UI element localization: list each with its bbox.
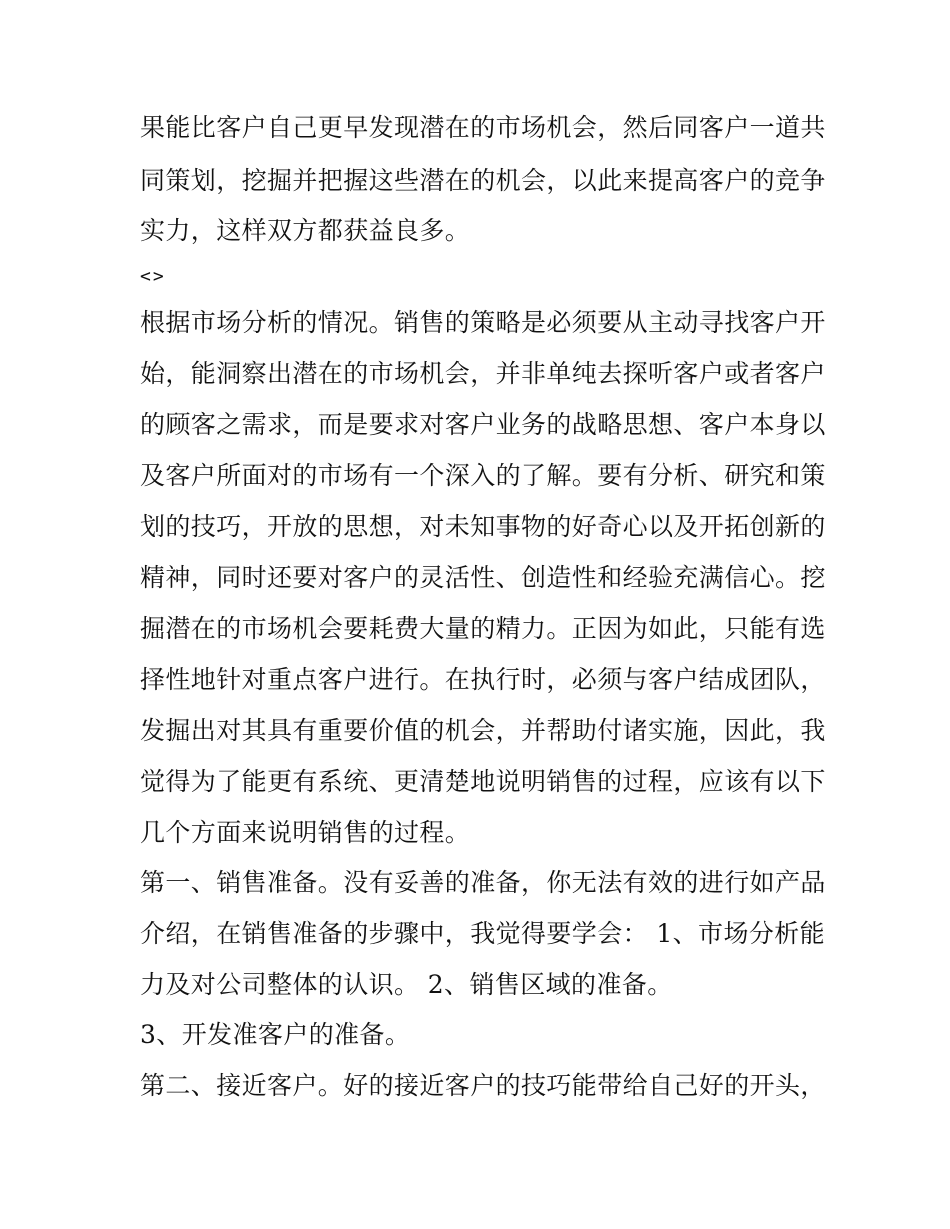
text-line: 第二、接近客户。好的接近客户的技巧能带给自己好的开头，	[140, 1071, 826, 1100]
text-line: 掘潜在的市场机会要耗费大量的精力。正因为如此，只能有选	[140, 614, 826, 643]
text-line: 精神，同时还要对客户的灵活性、创造性和经验充满信心。挖	[140, 563, 826, 592]
text-line: 择性地针对重点客户进行。在执行时，必须与客户结成团队，	[140, 665, 826, 694]
text-line: 实力，这样双方都获益良多。	[140, 216, 471, 245]
text-line: 第一、销售准备。没有妥善的准备，你无法有效的进行如产品	[140, 868, 826, 897]
section-marker: <>	[140, 266, 166, 287]
text-line: 根据市场分析的情况。销售的策略是必须要从主动寻找客户开	[140, 308, 826, 337]
text-line: 觉得为了能更有系统、更清楚地说明销售的过程，应该有以下	[140, 767, 826, 796]
text-line: 力及对公司整体的认识。 2、销售区域的准备。	[140, 970, 673, 999]
text-line: 划的技巧，开放的思想，对未知事物的好奇心以及开拓创新的	[140, 512, 826, 541]
text-line: 的顾客之需求，而是要求对客户业务的战略思想、客户本身以	[140, 410, 826, 439]
text-line: 同策划，挖掘并把握这些潜在的机会，以此来提高客户的竞争	[140, 166, 826, 195]
text-line: 始，能洞察出潜在的市场机会，并非单纯去探听客户或者客户	[140, 359, 826, 388]
text-line: 果能比客户自己更早发现潜在的市场机会，然后同客户一道共	[140, 113, 826, 142]
text-line: 发掘出对其具有重要价值的机会，并帮助付诸实施，因此，我	[140, 716, 826, 745]
text-line: 3、开发准客户的准备。	[140, 1020, 411, 1049]
text-line: 及客户所面对的市场有一个深入的了解。要有分析、研究和策	[140, 461, 826, 490]
text-line: 介绍，在销售准备的步骤中，我觉得要学会： 1、市场分析能	[140, 919, 826, 948]
text-line: 几个方面来说明销售的过程。	[140, 818, 471, 847]
